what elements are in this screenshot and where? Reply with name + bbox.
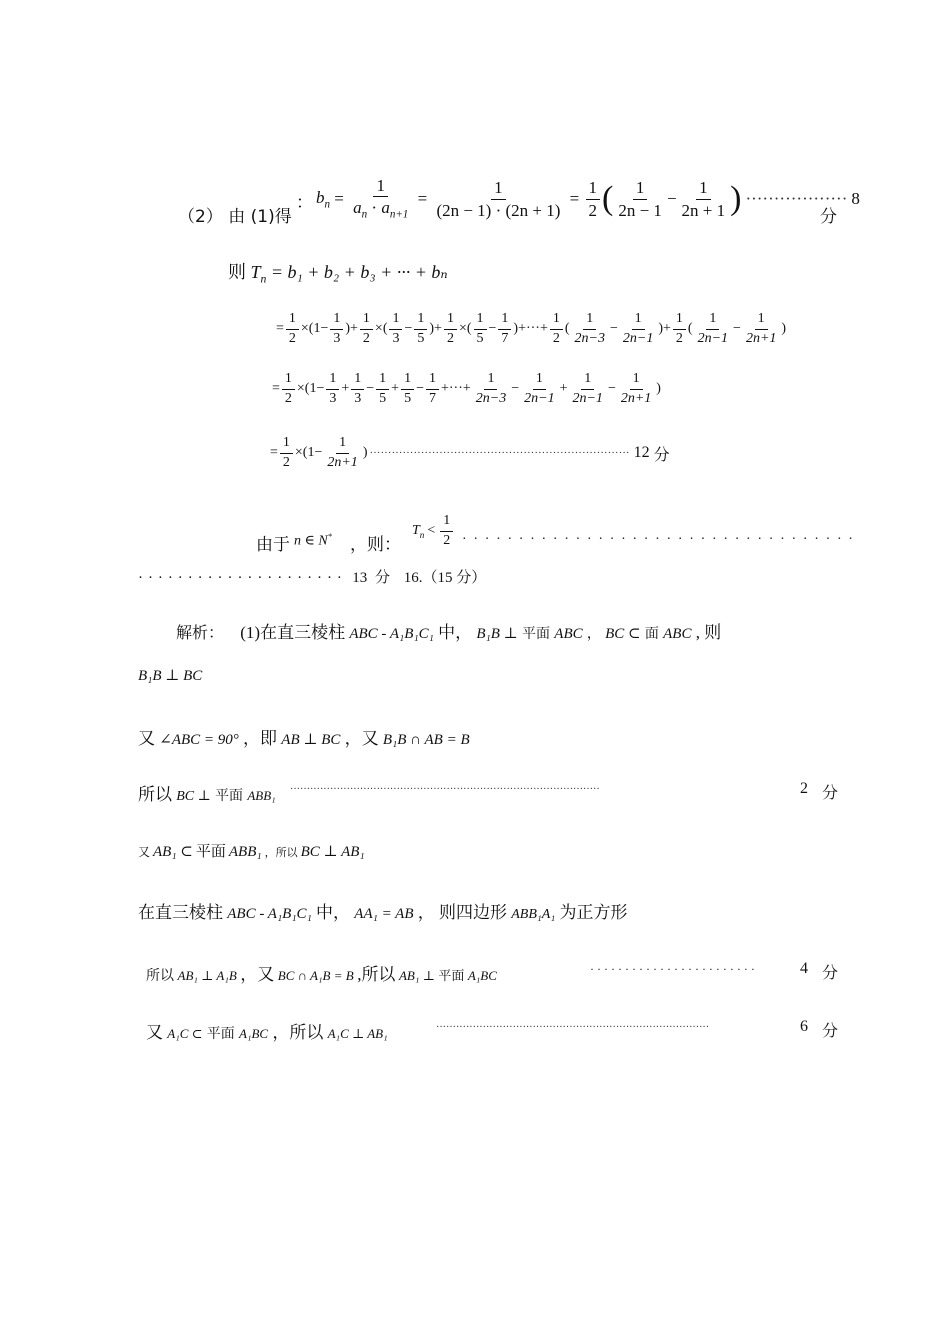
question-16-title: 16.（15 分） (403, 570, 487, 586)
tn-bound: $T_n$ < $\frac{1}{2}$ (412, 514, 455, 548)
leader-dots: · · · · · · · · · · · · · · · · · · · · · · · · (590, 962, 755, 976)
score-unit: 分 (822, 965, 839, 982)
score: 12 (633, 444, 650, 462)
conclusion-line: 由于 n ∈ N* ，则： $T_n$ < $\frac{1}{2}$ · · · · · · · · · · · · · · · · · · · · · · · · · · · · · · · · · · · (256, 513, 855, 554)
fraction: $\frac{1}{2n + 1}$ (681, 177, 726, 220)
score-unit: 分 (822, 1023, 839, 1040)
leader-dots: ·················································································· (436, 1022, 710, 1033)
solution-line-6: 所以 AB₁ ⊥ A₁B ，又 BC ∩ A₁B = B ,所以 AB₁ ⊥ 平面 A₁BC · · · · · · · · · · · · · · · · · · · · · · · · 4 分 (146, 960, 839, 984)
score-unit: 分 (375, 570, 391, 586)
fraction: $\frac{1}{2}$ (586, 179, 601, 220)
conclusion-line-2 (138, 566, 486, 587)
leader-dots: ·················· (745, 189, 848, 208)
solution-line-5: 在直三棱柱 ABC - A₁B₁C₁ 中， AA₁ = AB ， 则四边形 ABB₁A₁ 为正方形 (138, 903, 628, 922)
leader-dots: · · · · · · · · · · · · · · · · · · · · · (138, 570, 343, 586)
solution-line-7: 又 A₁C ⊂ 平面 A₁BC ，所以 A₁C ⊥ AB₁ ·················································································· 6 分 (146, 1018, 839, 1042)
score: 13 (352, 570, 368, 586)
score: 6 (800, 1018, 808, 1035)
expansion-line-1: = $\frac{1}{2}$ ×(1− $\frac{1}{3}$ )+ $\frac{1}{2}$ ×( $\frac{1}{3}$ − $\frac{1}{5}$ )+ $\frac{1}{2}$ ×( $\frac{1}{5}$ − $\frac{1}{7}$ )+···+ $\frac{1}{2}$ ( $\frac{1}{2n-3}$ − $\frac{1}{2n-1}$ )+ $\frac{1}{2}$ ( $\frac{1}{2n-1}$ − $\frac{1}{2n+1}$ ) (276, 311, 787, 346)
part2-intro: （2） 由 (1)得 (178, 207, 292, 227)
tn-definition: 则 $T_n = b_1 + b_2 + b_3$ + ··· + bₙ (228, 262, 448, 286)
score-unit: 分 (820, 207, 837, 226)
solution-line-1b: B₁B ⊥ BC (138, 668, 203, 684)
score-unit: 分 (822, 785, 839, 802)
part2-header-line (0, 170, 950, 230)
solution-heading: 解析： (176, 623, 225, 642)
bn-formula: $b_n$ = $\frac{1}{a_n \cdot a_{n+1}}$ = $\frac{1}{(2n - 1) \cdot (2n + 1)}$ = $\frac{1}{2}$ ( $\frac{1}{2n - 1}$ − $\frac{1}{2n + 1}$ ) ·················· 8 (316, 175, 860, 221)
fraction: $\frac{1}{a_n \cdot a_{n+1}}$ (353, 175, 409, 221)
score: 4 (800, 960, 808, 977)
fraction: $\frac{1}{(2n - 1) \cdot (2n + 1)}$ (436, 177, 561, 220)
solution-line-3: 所以 BC ⊥ 平面 ABB₁ ····························································································· 2 分 (138, 780, 839, 804)
leader-dots: ····························································································· (290, 784, 600, 795)
score-unit: 分 (653, 446, 670, 464)
solution-line-2: 又 ∠ABC = 90° ，即 AB ⊥ BC ，又 B₁B ∩ AB = B (138, 729, 470, 748)
part2-colon: ： (296, 193, 313, 213)
score: 8 (851, 189, 860, 208)
expansion-line-2: = $\frac{1}{2}$ ×(1− $\frac{1}{3}$ + $\frac{1}{3}$ − $\frac{1}{5}$ + $\frac{1}{5}$ − $\frac{1}{7}$ +···+ $\frac{1}{2n-3}$ − $\frac{1}{2n-1}$ + $\frac{1}{2n-1}$ − $\frac{1}{2n+1}$ ) (272, 371, 661, 406)
solution-line-4: 又 AB₁ ⊂ 平面 ABB₁ ，所以 BC ⊥ AB₁ (138, 844, 365, 860)
leader-dots: ······································································· (369, 447, 630, 460)
solution-line-1: 解析： (1)在直三棱柱 ABC - A₁B₁C₁ 中， B₁B ⊥ 平面 ABC ， BC ⊂ 面 ABC , 则 (176, 623, 722, 642)
leader-dots: · · · · · · · · · · · · · · · · · · · · · · · · · · · · · · · · · · · (462, 532, 855, 547)
fraction: $\frac{1}{2n - 1}$ (618, 177, 662, 220)
expansion-line-3: = $\frac{1}{2}$ ×(1− $\frac{1}{2n+1}$ ) ······································································· 12 分 (270, 435, 670, 470)
score: 2 (800, 780, 808, 797)
